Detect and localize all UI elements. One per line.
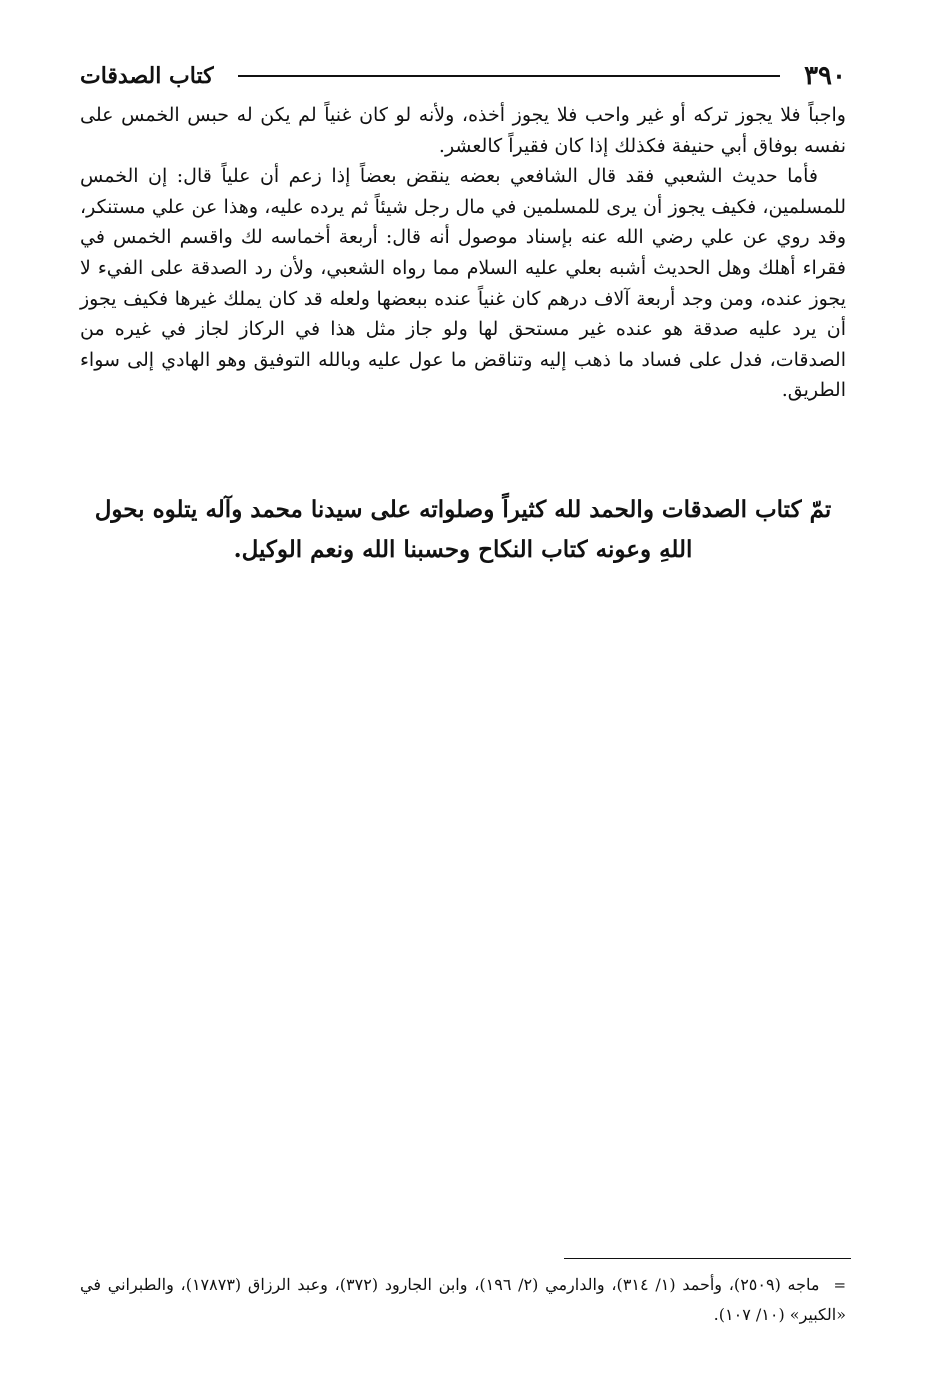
header-rule <box>238 75 781 77</box>
paragraph-2: فأما حديث الشعبي فقد قال الشافعي بعضه ينقض بعضاً إذا زعم أن علياً قال: إن الخمس للمسلمين، فكيف يجوز أن يرى للمسلمين في مال رجل شيئاً ثم يرده عليه، وهذا عن علي مستنكر، وقد روي عن علي رضي الله عنه بإسناد موصول أنه قال: أربعة أخماسه لك واقسم الخمس في فقراء أهلك وهل الحديث أشبه بعلي عليه السلام مما رواه الشعبي، ولأن رد الصدقة على الفيء لا يجوز عنده، ومن وجد أربعة آلاف درهم كان غنياً عنده ببعضها ولعله قد كان يملك غيرها فكيف يجوز أن يرد عليه صدقة هو عنده غير مستحق لها ولو جاز مثل هذا في الركاز لجاز في غيره من الصدقات، فدل على فساد ما ذهب إليه وتناقض ما عول عليه وبالله التوفيق وهو الهادي إلى سواء الطريق. <box>80 165 846 402</box>
page-header <box>80 58 846 94</box>
paragraph-1: واجباً فلا يجوز تركه أو غير واحب فلا يجوز أخذه، ولأنه لو كان غنياً لم يكن له حبس الخمس على نفسه بوفاق أبي حنيفة فكذلك إذا كان فقيراً كالعشر. <box>80 104 846 157</box>
footnote-rule <box>564 1258 851 1259</box>
footnote <box>80 1270 846 1330</box>
footnote-text: ماجه (٢٥٠٩)، وأحمد (١/ ٣١٤)، والدارمي (٢/ ١٩٦)، وابن الجارود (٣٧٢)، وعبد الرزاق (١٧٨٧٣)، والطبراني في «الكبير» (١٠/ ١٠٧). <box>80 1275 846 1324</box>
page-number: ٣٩٠ <box>804 61 846 91</box>
footnote-continuation-mark: = <box>833 1276 847 1294</box>
closing-statement: تمّ كتاب الصدقات والحمد لله كثيراً وصلواته على سيدنا محمد وآله يتلوه بحول اللهِ وعونه كتاب النكاح وحسبنا الله ونعم الوكيل. <box>94 496 832 563</box>
running-title: كتاب الصدقات <box>80 63 214 89</box>
main-text <box>80 100 846 406</box>
